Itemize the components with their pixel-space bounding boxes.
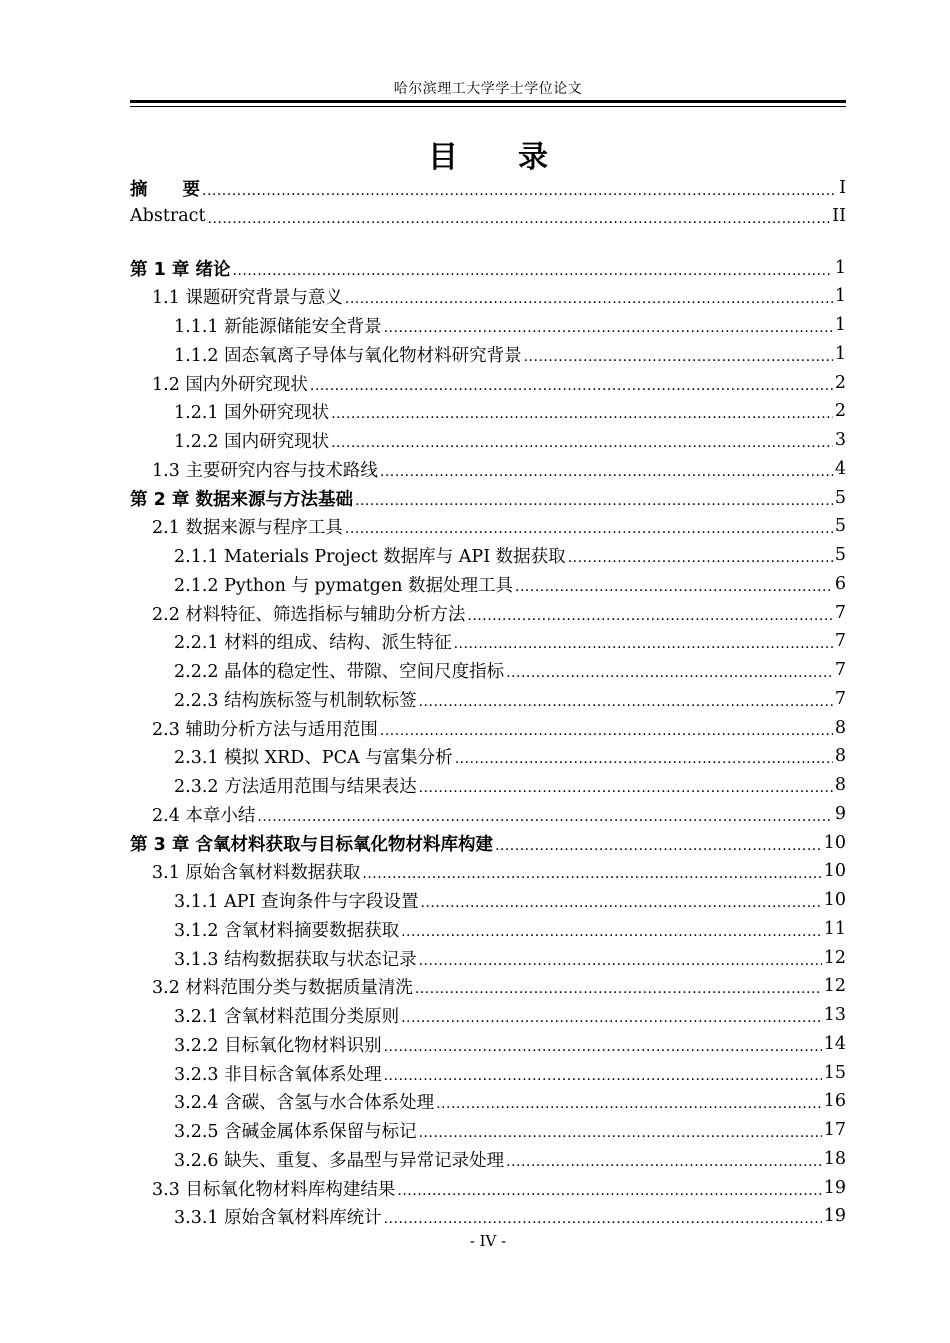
toc-entry-page: 7 (834, 660, 846, 680)
toc-leader-dots (495, 839, 822, 853)
toc-entry-label: 3.2.3 非目标含氧体系处理 (174, 1064, 382, 1085)
toc-entry[interactable] (130, 1145, 846, 1173)
toc-entry-label: 1.2.1 国外研究现状 (174, 402, 330, 423)
toc-entry-page: 5 (834, 488, 846, 508)
toc-entry-label: 2.2 材料特征、筛选指标与辅助分析方法 (152, 604, 466, 625)
toc-entry-label: 1.1.1 新能源储能安全背景 (174, 316, 382, 337)
toc-entry-page: 1 (834, 344, 846, 364)
toc-leader-dots (401, 925, 822, 939)
toc-entry[interactable] (130, 369, 846, 397)
toc-entry[interactable] (130, 426, 846, 454)
toc-entry-page: 1 (834, 258, 846, 278)
toc-entry[interactable] (130, 174, 846, 202)
header-rule-thin (130, 106, 846, 107)
toc-entry[interactable] (130, 829, 846, 857)
toc-entry-page: 2 (834, 401, 846, 421)
toc-entry-label: 2.2.1 材料的组成、结构、派生特征 (174, 632, 452, 653)
toc-leader-dots (568, 551, 833, 565)
toc-entry-page: 1 (834, 315, 846, 335)
toc-entry[interactable] (130, 484, 846, 512)
toc-leader-dots (420, 896, 821, 910)
toc-title (130, 132, 846, 176)
toc-entry-page: 5 (834, 516, 846, 536)
toc-leader-dots (419, 1126, 822, 1140)
toc-leader-dots (232, 264, 832, 278)
toc-entry[interactable] (130, 1116, 846, 1144)
toc-entry[interactable] (130, 599, 846, 627)
toc-entry[interactable] (130, 340, 846, 368)
toc-entry-label: 1.2.2 国内研究现状 (174, 431, 330, 452)
toc-entry[interactable] (130, 1202, 846, 1230)
toc-entry[interactable] (130, 627, 846, 655)
toc-entry-label: 2.3 辅助分析方法与适用范围 (152, 719, 378, 740)
toc-entry-label: 3.1 原始含氧材料数据获取 (152, 862, 361, 883)
toc-entry-label: 2.2.2 晶体的稳定性、带隙、空间尺度指标 (174, 661, 505, 682)
toc-leader-dots (310, 379, 833, 393)
toc-entry-label: 3.2.2 目标氧化物材料识别 (174, 1035, 382, 1056)
toc-entry[interactable] (130, 915, 846, 943)
toc-entry-page: 17 (823, 1120, 846, 1140)
toc-entry-page: 9 (834, 804, 846, 824)
toc-entry[interactable] (130, 254, 846, 282)
toc-entry-label: 2.4 本章小结 (152, 805, 256, 826)
toc-entry-label: 第 2 章 数据来源与方法基础 (130, 489, 353, 510)
toc-entry-page: 7 (834, 689, 846, 709)
toc-leader-dots (515, 580, 833, 594)
toc-entry-page: 19 (823, 1178, 846, 1198)
toc-entry[interactable] (130, 685, 846, 713)
toc-leader-dots (506, 666, 833, 680)
toc-leader-dots (419, 695, 833, 709)
toc-entry-page: 10 (823, 861, 846, 881)
toc-entry[interactable] (130, 857, 846, 885)
toc-entry[interactable] (130, 1087, 846, 1115)
toc-entry-page: 7 (834, 631, 846, 651)
running-header: 哈尔滨理工大学学士学位论文 (393, 81, 583, 97)
toc-entry-label: 3.2 材料范围分类与数据质量清洗 (152, 977, 413, 998)
toc-leader-dots (345, 292, 833, 306)
toc-entry-label: 3.1.1 API 查询条件与字段设置 (174, 891, 419, 912)
toc-entry[interactable] (130, 541, 846, 569)
toc-entry-page: 15 (823, 1063, 846, 1083)
toc-entry[interactable] (130, 1030, 846, 1058)
toc-leader-dots (384, 321, 833, 335)
toc-entry-page: 3 (834, 430, 846, 450)
toc-leader-dots (524, 350, 833, 364)
toc-entry-label: 第 3 章 含氧材料获取与目标氧化物材料库构建 (130, 834, 493, 855)
toc-leader-dots (454, 637, 833, 651)
toc-leader-dots (384, 1040, 822, 1054)
toc-entry-page: 16 (823, 1091, 846, 1111)
toc-entry-label: 摘 要 (130, 179, 200, 200)
toc-entry[interactable] (130, 1174, 846, 1202)
toc-leader-dots (202, 184, 837, 198)
toc-entry-page: II (832, 206, 846, 226)
toc-entry-label: 1.2 国内外研究现状 (152, 374, 308, 395)
toc-title-left: 目 (428, 140, 458, 175)
toc-entry-label: 3.2.4 含碳、含氢与水合体系处理 (174, 1092, 435, 1113)
toc-entry-label: 3.2.5 含碱金属体系保留与标记 (174, 1121, 417, 1142)
toc-entry-label: 1.1 课题研究背景与意义 (152, 287, 343, 308)
toc-entry[interactable] (130, 886, 846, 914)
toc-entry-label: 3.2.1 含氧材料范围分类原则 (174, 1006, 400, 1027)
toc-entry-page: 8 (834, 746, 846, 766)
toc-entry[interactable] (130, 311, 846, 339)
toc-title-right: 录 (518, 140, 548, 175)
toc-leader-dots (384, 1069, 822, 1083)
toc-entry[interactable] (130, 944, 846, 972)
header-rule-thick (130, 100, 846, 103)
toc-leader-dots (506, 1155, 822, 1169)
toc-leader-dots (355, 494, 833, 508)
toc-leader-dots (384, 1212, 822, 1226)
toc-entry[interactable] (130, 1001, 846, 1029)
toc-leader-dots (419, 954, 822, 968)
toc-entry-page: 1 (834, 286, 846, 306)
toc-entry-page: 2 (834, 373, 846, 393)
toc-entry-page: 6 (834, 574, 846, 594)
toc-entry[interactable] (130, 397, 846, 425)
toc-entry-page: 8 (834, 718, 846, 738)
toc-entry-label: 2.3.2 方法适用范围与结果表达 (174, 776, 417, 797)
toc-entry-page: 19 (823, 1206, 846, 1226)
toc-entry-page: 8 (834, 775, 846, 795)
toc-entry[interactable] (130, 972, 846, 1000)
toc-leader-dots (467, 609, 832, 623)
toc-leader-dots (380, 465, 833, 479)
toc-entry-label: 3.2.6 缺失、重复、多晶型与异常记录处理 (174, 1150, 505, 1171)
toc-leader-dots (208, 212, 831, 226)
toc-entry-page: 10 (823, 890, 846, 910)
toc-entry[interactable] (130, 771, 846, 799)
toc-entry-page: 18 (823, 1149, 846, 1169)
toc-entry-label: 3.1.2 含氧材料摘要数据获取 (174, 920, 400, 941)
toc-entry-label: 2.1.2 Python 与 pymatgen 数据处理工具 (174, 575, 514, 596)
toc-leader-dots (401, 1011, 822, 1025)
toc-entry[interactable] (130, 714, 846, 742)
toc-entry-label: 2.1.1 Materials Project 数据库与 API 数据获取 (174, 546, 566, 567)
toc-leader-dots (415, 982, 822, 996)
toc-entry-label: Abstract (130, 206, 206, 226)
toc-entry[interactable] (130, 656, 846, 684)
toc-entry-page: 4 (834, 459, 846, 479)
toc-leader-dots (380, 724, 833, 738)
toc-leader-dots (362, 867, 821, 881)
toc-entry-page: 7 (834, 603, 846, 623)
toc-entry-page: 14 (823, 1034, 846, 1054)
toc-entry-label: 第 1 章 绪论 (130, 259, 231, 280)
page-number: - IV - (469, 1232, 507, 1250)
toc-entry-label: 3.3 目标氧化物材料库构建结果 (152, 1179, 396, 1200)
toc-entry-label: 2.2.3 结构族标签与机制软标签 (174, 690, 417, 711)
toc-entry-page: 5 (834, 545, 846, 565)
toc-entry-label: 2.1 数据来源与程序工具 (152, 517, 343, 538)
toc-entry-page: 10 (823, 833, 846, 853)
toc-entry-label: 3.3.1 原始含氧材料库统计 (174, 1207, 382, 1228)
toc-entry-page: 13 (823, 1005, 846, 1025)
toc-entry[interactable] (130, 455, 846, 483)
toc-entry-page: I (839, 178, 846, 198)
toc-entry[interactable] (130, 570, 846, 598)
toc-entry[interactable] (130, 202, 846, 230)
toc-leader-dots (257, 810, 832, 824)
toc-entry-label: 3.1.3 结构数据获取与状态记录 (174, 949, 417, 970)
toc-leader-dots (397, 1184, 821, 1198)
toc-entry-page: 11 (823, 919, 846, 939)
toc-leader-dots (419, 781, 833, 795)
toc-leader-dots (436, 1097, 822, 1111)
toc-leader-dots (331, 407, 833, 421)
toc-entry-page: 12 (823, 948, 846, 968)
toc-entry-label: 1.3 主要研究内容与技术路线 (152, 460, 378, 481)
toc-leader-dots (455, 752, 833, 766)
toc-leader-dots (331, 436, 833, 450)
toc-entry[interactable] (130, 282, 846, 310)
toc-entry[interactable] (130, 512, 846, 540)
toc-entry-label: 2.3.1 模拟 XRD、PCA 与富集分析 (174, 747, 453, 768)
toc-entry[interactable] (130, 1059, 846, 1087)
toc-leader-dots (345, 522, 833, 536)
toc-entry-page: 12 (823, 976, 846, 996)
toc-entry[interactable] (130, 742, 846, 770)
toc-entry-label: 1.1.2 固态氧离子导体与氧化物材料研究背景 (174, 345, 522, 366)
toc-entry[interactable] (130, 800, 846, 828)
